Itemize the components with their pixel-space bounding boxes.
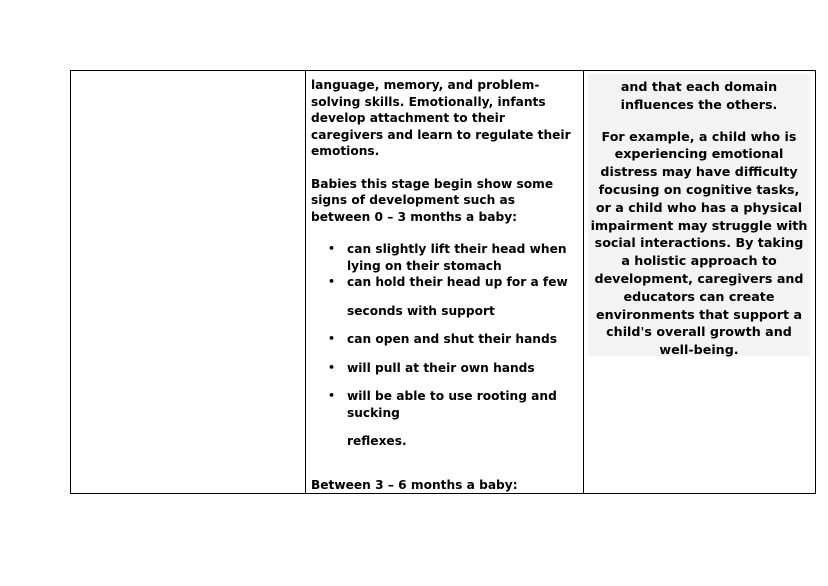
- list-item: [311, 274, 573, 319]
- list-item-text: will pull at their own hands: [347, 360, 535, 375]
- bullet-icon: •: [328, 275, 336, 288]
- list-item-text: can slightly lift their head when lying on their stomach: [347, 242, 567, 273]
- list-item-continuation: reflexes.: [347, 434, 407, 448]
- right-paragraph-2: For example, a child who is experiencing emotional distress may have difficulty focusing on cognitive tasks, or a child who has a physical impairment may struggle with social interactions. By taking a holistic approach to development, caregivers and educators can create environments that support a child's overall growth and well-being.: [590, 128, 808, 358]
- list-item: [311, 360, 573, 377]
- middle-paragraph-2: Babies this stage begin show some signs of development such as between 0 – 3 months a baby:: [311, 176, 554, 224]
- empty-left-cell: [71, 71, 306, 494]
- list-item: [311, 388, 573, 450]
- list-item: [311, 241, 573, 274]
- list-item-text: will be able to use rooting and sucking: [347, 389, 557, 420]
- list-item: [311, 331, 573, 348]
- middle-paragraph-1: language, memory, and problem-solving skills. Emotionally, infants develop attachment to their caregivers and learn to regulate their emotions.: [311, 78, 571, 158]
- list-item-continuation: seconds with support: [347, 303, 495, 318]
- bullet-icon: •: [328, 389, 336, 402]
- bullet-icon: •: [328, 360, 336, 374]
- right-paragraph-1: and that each domain influences the others.: [620, 79, 778, 112]
- shaded-text-box: [588, 74, 810, 356]
- middle-cell: [306, 71, 584, 494]
- list-item-text: can open and shut their hands: [347, 332, 557, 346]
- content-table: [70, 70, 816, 494]
- middle-paragraph-3: Between 3 – 6 months a baby:: [311, 477, 518, 492]
- right-cell: [584, 71, 816, 494]
- list-item-text: can hold their head up for a few: [347, 275, 568, 289]
- development-bullet-list: [311, 241, 573, 450]
- bullet-icon: •: [328, 332, 336, 345]
- bullet-icon: •: [328, 242, 336, 255]
- table-row: [71, 71, 816, 494]
